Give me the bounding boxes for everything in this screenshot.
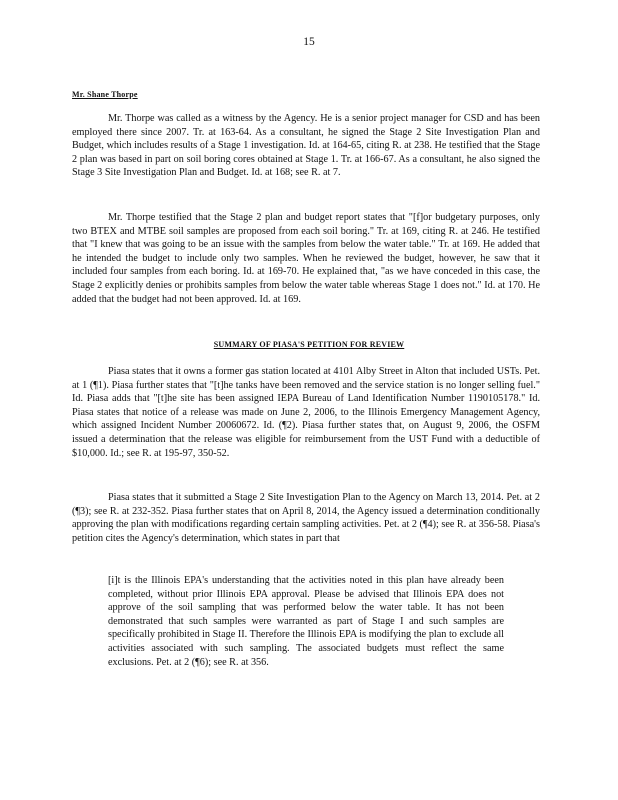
paragraph-piasa-plan [72,491,540,545]
paragraph-thorpe-testimony [72,211,540,306]
paragraph-text: Piasa states that it submitted a Stage 2 Site Investigation Plan to the Agency on March 13, 2014. Pet. at 2 (¶3); see R. at 232-352. Piasa further states that on April 8, 2014, the Agency issued a determination conditionally approving the plan with modifications regarding certain sampling activities. Pet. at 2 (¶4); see R. at 356-58. Piasa's petition cites the Agency's determination, which states in part that [72,492,540,544]
block-quote: [i]t is the Illinois EPA's understanding that the activities noted in this plan have already been completed, without prior Illinois EPA approval. Please be advised that Illinois EPA does not approve of the soil sampling that was performed below the water table. It has not been demonstrated that such samples were warranted as part of Stage I and such samples are specifically prohibited in Stage II. Therefore the Illinois EPA is modifying the plan to exclude all activities associated with such sampling. The associated budgets must reflect the same exclusions. Pet. at 2 (¶6); see R. at 356. [108,575,504,668]
paragraph-piasa-site [72,365,540,460]
page-number: 15 [303,36,315,48]
paragraph-text: Mr. Thorpe testified that the Stage 2 plan and budget report states that "[f]or budgetary purposes, only two BTEX and MTBE soil samples are proposed from each soil boring." Tr. at 169, citing R. at 246. He testified that "I knew that was going to be an issue with the samples from below the water table." Tr. at 169. He added that he intended the budget to include only two samples. When he reviewed the budget, however, he saw that it included four samples from each boring. Id. at 169-70. He explained that, "as we have conceded in this case, the Stage 2 explicitly denies or prohibits samples from below the water table whereas Stage 1 does not." Id. at 170. He added that the budget had not been approved. Id. at 169. [72,212,540,305]
summary-heading: SUMMARY OF PIASA'S PETITION FOR REVIEW [213,340,405,349]
witness-heading: Mr. Shane Thorpe [72,90,138,99]
paragraph-text: Mr. Thorpe was called as a witness by the Agency. He is a senior project manager for CSD and has been employed there since 2007. Tr. at 163-64. As a consultant, he signed the Stage 2 Site Investigation Plan and Budget, which includes results of a Stage 1 investigation. Id. at 164-65, citing R. at 238. He testified that the Stage 2 plan was based in part on soil boring cores obtained at Stage 1. Tr. at 166-67. As a consultant, he also signed the Stage 3 Site Investigation Plan and Budget. Id. at 168; see R. at 7. [72,113,540,179]
paragraph-thorpe-background [72,112,540,180]
paragraph-text: Piasa states that it owns a former gas station located at 4101 Alby Street in Alton that included USTs. Pet. at 1 (¶1). Piasa further states that "[t]he tanks have been removed and the service station is no longer selling fuel." Id. Piasa adds that "[t]he site has been assigned IEPA Bureau of Land Identification Number 1190105178." Id. Piasa states that notice of a release was made on June 2, 2006, to the Illinois Emergency Management Agency, which assigned Incident Number 20060672. Id. (¶2). Piasa further states that, on August 9, 2006, the OSFM issued a determination that the release was eligible for reimbursement from the UST Fund with a deductible of $10,000. Id.; see R. at 195-97, 350-52. [72,366,540,459]
